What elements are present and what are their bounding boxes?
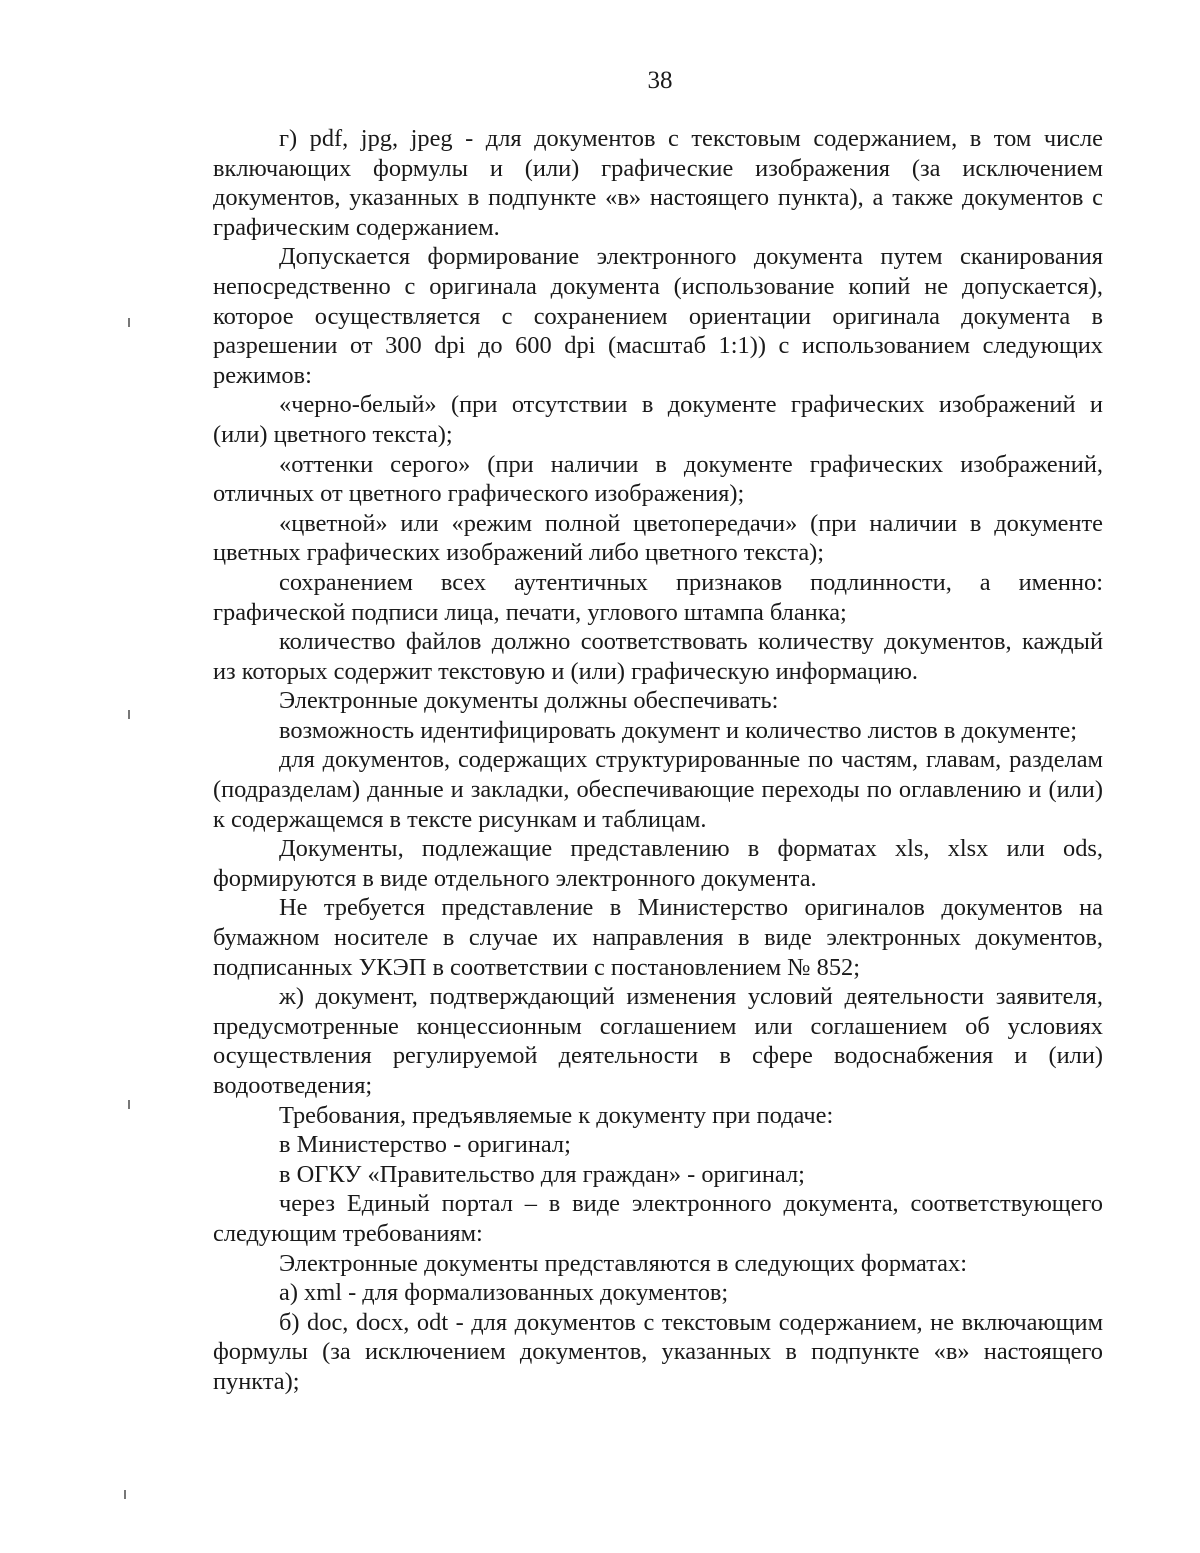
scan-margin-mark (128, 318, 130, 327)
paragraph-item-zh: ж) документ, подтверждающий изменения условий деятельности заявителя, предусмотренные концессионным соглашением или соглашением об условиях осуществления регулируемой деятельности в сфере водоснабжения и (или) водоотведения; (213, 983, 1103, 1099)
paragraph-format-xml: а) xml - для формализованных документов; (279, 1279, 729, 1307)
paragraph-electronic-requirements: Электронные документы должны обеспечивать: (279, 687, 779, 715)
paragraph-mode-black-white: «черно-белый» (при отсутствии в документе графических изображений и (или) цветного текста); (213, 391, 1103, 448)
paragraph-format-pdf: г) pdf, jpg, jpeg - для документов с текстовым содержанием, в том числе включающих формулы и (или) графические изображения (за исключением документов, указанных в подпункте «в» настоящего пункта), а также документов с графическим содержанием. (213, 125, 1103, 241)
page-number: 38 (647, 67, 673, 94)
scan-margin-mark (128, 1100, 130, 1109)
paragraph-ogku-original: в ОГКУ «Правительство для граждан» - оригинал; (279, 1160, 805, 1188)
paragraph-scanning-allowed: Допускается формирование электронного документа путем сканирования непосредственно с оригинала документа (использование копий не допускается), которое осуществляется с сохранением ориентации оригинала документа в разрешении от 300 dpi до 600 dpi (масштаб 1:1)) с использованием следующих режимов: (213, 243, 1103, 389)
paragraph-authenticity: сохранением всех аутентичных признаков подлинности, а именно: графической подписи лица, печати, углового штампа бланка; (213, 568, 1103, 626)
paragraph-structured-documents: для документов, содержащих структурированные по частям, главам, разделам (подразделам) данные и закладки, обеспечивающие переходы по оглавлению и (или) к содержащемся в тексте рисункам и таблицам. (213, 746, 1103, 833)
paragraph-unified-portal: через Единый портал – в виде электронного документа, соответствующего следующим требованиям: (213, 1190, 1103, 1247)
paragraph-mode-color: «цветной» или «режим полной цветопередачи» (при наличии в документе цветных графических изображений либо цветного текста); (213, 509, 1103, 567)
paragraph-originals-not-required: Не требуется представление в Министерство оригиналов документов на бумажном носителе в случае их направления в виде электронных документов, подписанных УКЭП в соответствии с постановлением № 852; (213, 894, 1103, 981)
paragraph-format-doc: б) doc, docx, odt - для документов с текстовым содержанием, не включающим формулы (за исключением документов, указанных в подпункте «в» настоящего пункта); (213, 1308, 1103, 1395)
paragraph-ministry-original: в Министерство - оригинал; (279, 1131, 571, 1159)
paragraph-mode-grayscale: «оттенки серого» (при наличии в документе графических изображений, отличных от цветного графического изображения); (213, 450, 1103, 508)
paragraph-spreadsheet-formats: Документы, подлежащие представлению в форматах xls, xlsx или ods, формируются в виде отдельного электронного документа. (213, 835, 1103, 892)
paragraph-identify-document: возможность идентифицировать документ и количество листов в документе; (279, 716, 1078, 744)
paragraph-submission-requirements: Требования, предъявляемые к документу при подаче: (279, 1101, 834, 1129)
scan-margin-mark (128, 710, 130, 719)
scan-margin-mark (124, 1490, 126, 1499)
paragraph-formats-intro: Электронные документы представляются в следующих форматах: (279, 1249, 967, 1277)
document-body (213, 124, 1103, 1397)
paragraph-file-count: количество файлов должно соответствовать количеству документов, каждый из которых содержит текстовую и (или) графическую информацию. (213, 628, 1103, 685)
